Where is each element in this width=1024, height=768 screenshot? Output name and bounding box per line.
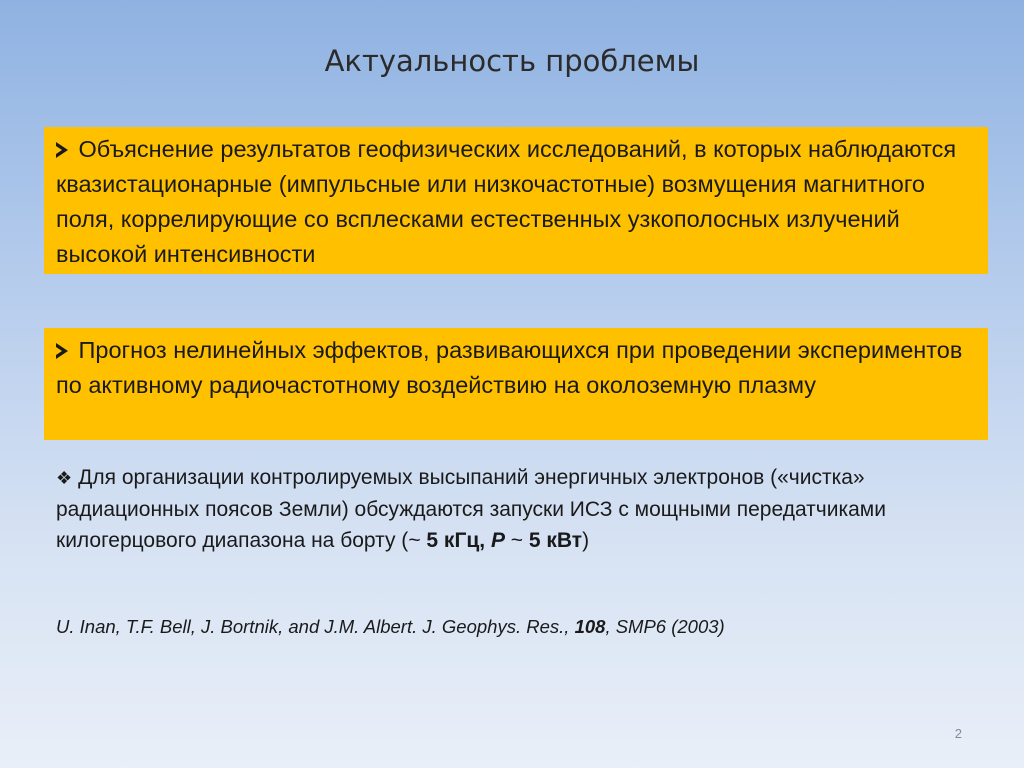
note-tilde: ~ [504, 529, 529, 552]
citation-rest: , SMP6 (2003) [605, 616, 725, 637]
explanation-text: Объяснение результатов геофизических исследований, в которых наблюдаются квазистационарные (импульсные или низкочастотные) возмущения магнитного поля, коррелирующие со всплесками естественных узкополосных излучений высокой интенсивности [56, 136, 957, 267]
note-power: 5 кВт [528, 529, 583, 552]
highlight-box-explanation [44, 127, 988, 274]
note-close-paren: ) [582, 529, 590, 552]
note-power-symbol: P [490, 529, 505, 552]
arrow-bullet-icon [56, 142, 68, 158]
highlight-box-forecast [44, 328, 988, 440]
citation-authors: U. Inan, T.F. Bell, J. Bortnik, and J.M. Albert. J. Geophys. Res., [56, 616, 575, 637]
citation-volume: 108 [574, 616, 606, 637]
satellite-note [56, 462, 976, 556]
citation [56, 616, 725, 638]
slide-title: Актуальность проблемы [324, 44, 700, 78]
note-tilde: ~ [408, 529, 427, 552]
note-frequency: 5 кГц, [426, 529, 491, 552]
diamond-bullet-icon: ❖ [56, 468, 73, 488]
page-number: 2 [954, 726, 962, 741]
arrow-bullet-icon [56, 343, 68, 359]
forecast-text: Прогноз нелинейных эффектов, развивающихся при проведении экспериментов по активному радиочастотному воздействию на околоземную плазму [56, 337, 963, 398]
note-text: Для организации контролируемых высыпаний энергичных электронов («чистка» радиационных поясов Земли) обсуждаются запуски ИСЗ с мощными передатчиками килогерцового диапазона на борту ( [56, 466, 886, 552]
